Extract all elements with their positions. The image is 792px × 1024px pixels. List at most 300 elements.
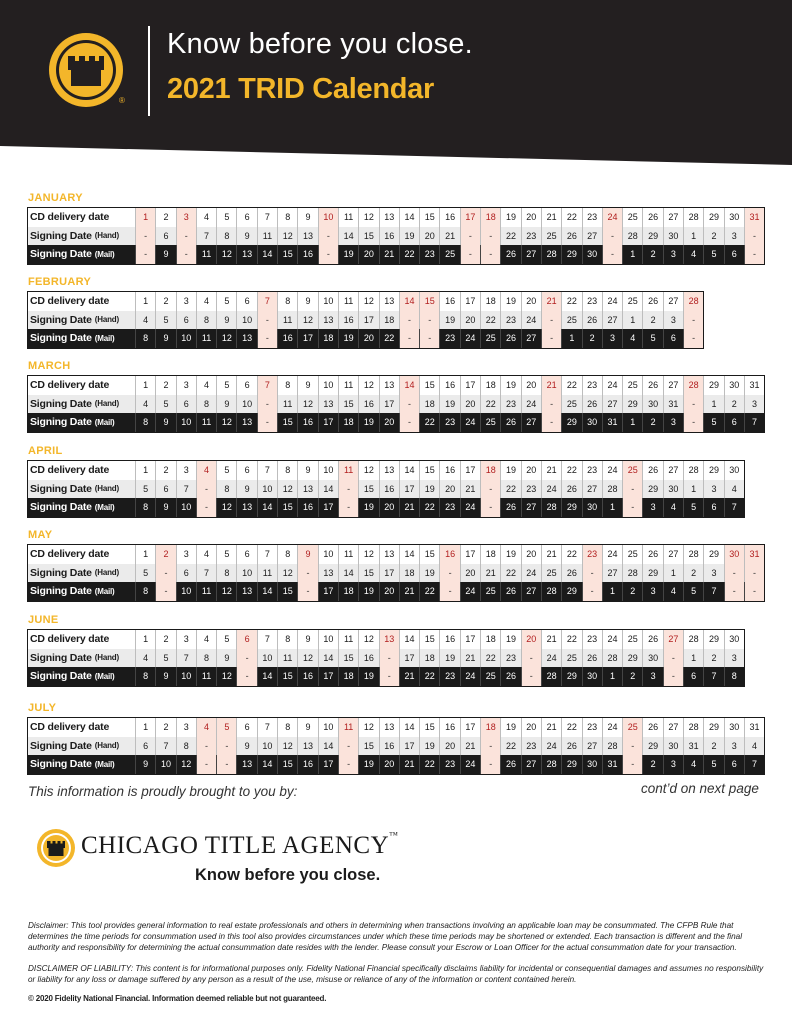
day-cell: 26 [561,480,581,499]
day-cell: 30 [642,649,662,668]
day-cell: - [135,227,155,246]
day-cell: 3 [663,413,683,432]
day-cell: 18 [480,376,500,395]
day-cell: 3 [703,480,723,499]
day-cell: 19 [419,737,439,756]
day-cell: 1 [135,461,155,480]
day-cell: 30 [724,461,744,480]
day-cell: 25 [480,582,500,601]
day-cell: 13 [318,395,338,414]
day-cell: 20 [521,376,541,395]
day-cell: - [297,582,317,601]
day-cell: 13 [236,245,256,264]
day-cell: 29 [642,564,662,583]
day-cell: 23 [582,461,602,480]
day-cell: 2 [155,545,175,564]
day-cell: 19 [338,329,358,348]
day-cell: 16 [439,630,459,649]
day-cell: 8 [216,480,236,499]
day-cell: 9 [155,667,175,686]
day-cell: 10 [236,564,256,583]
day-cell: 30 [582,667,602,686]
day-cell: 14 [399,630,419,649]
day-cell: 4 [135,395,155,414]
row-label-qualifier: (Hand) [94,741,119,751]
day-cell: 2 [622,582,642,601]
day-cell: 24 [521,564,541,583]
day-cell: 21 [541,292,561,311]
row-label-text: Signing Date [30,397,92,410]
day-cell: 4 [744,737,764,756]
day-cell: 27 [663,376,683,395]
day-cell: 3 [602,329,622,348]
day-cell: 25 [622,208,642,227]
day-cell: 6 [703,498,723,517]
day-cell: 25 [561,311,581,330]
day-cell: 14 [338,227,358,246]
day-cell: 7 [257,461,277,480]
day-cell: 18 [318,329,338,348]
row-label-text: Signing Date [30,501,92,514]
row-label [28,292,135,311]
day-cell: 18 [480,718,500,737]
row-label [28,564,135,583]
day-cell: 1 [561,329,581,348]
day-cell: 24 [460,667,480,686]
day-cell: 15 [277,413,297,432]
day-cell: 30 [582,413,602,432]
day-cell: 3 [724,227,744,246]
day-cell: 19 [439,395,459,414]
day-cell: 15 [358,564,378,583]
day-cell: 6 [236,718,256,737]
disclaimer-text: Disclaimer: This tool provides general information to real estate professionals and others in determining when transactions involving an applicable loan may be consummated. The CFPB Rule that determines the time periods for consummation used in this tool also provides circumstances under which these time periods may be shortened or extended. Each transaction is different and the final authority and responsibility for determining the actual consummation date resides with the lender. Please consult your Escrow or Loan Officer for the actual consummation date for your transaction. [28,921,743,952]
day-cell: 6 [176,564,196,583]
day-cell: 17 [399,737,419,756]
day-cell: 9 [216,649,236,668]
day-cell: 16 [338,311,358,330]
day-cell: 6 [724,755,744,774]
day-cell: - [663,667,683,686]
day-cell: 1 [135,292,155,311]
day-cell: - [480,498,500,517]
day-cell: 11 [196,245,216,264]
row-label-text: Signing Date [30,416,92,429]
day-cell: 7 [155,737,175,756]
day-cell: 14 [257,245,277,264]
day-cell: 17 [318,498,338,517]
day-cell: 6 [683,667,703,686]
day-cell: 20 [521,630,541,649]
day-cell: 18 [480,545,500,564]
day-cell: 14 [399,718,419,737]
day-cell: 3 [176,461,196,480]
day-cell: 6 [155,227,175,246]
row-label-text: CD delivery date [30,211,110,224]
day-cell: 6 [724,245,744,264]
day-cell: 2 [622,667,642,686]
day-cell: 19 [358,667,378,686]
day-cell: 15 [277,245,297,264]
day-cell: 23 [582,376,602,395]
day-cell: 8 [277,292,297,311]
day-cell: 2 [155,292,175,311]
day-cell: 22 [419,667,439,686]
day-cell: 26 [642,545,662,564]
row-label-qualifier: (Hand) [94,653,119,663]
day-cell: - [480,755,500,774]
day-cell: 15 [419,292,439,311]
day-cell: 3 [176,545,196,564]
day-cell: 28 [683,292,703,311]
day-cell: 28 [622,227,642,246]
day-cell: 19 [399,227,419,246]
row-label [28,545,135,564]
day-cell: - [602,245,622,264]
day-cell: 27 [582,480,602,499]
day-cell: - [318,227,338,246]
day-cell: 24 [460,413,480,432]
day-cell: 22 [561,630,581,649]
day-cell: 3 [724,737,744,756]
day-cell: 4 [135,311,155,330]
day-cell: 25 [480,329,500,348]
row-label-text: Signing Date [30,229,92,242]
day-cell: 15 [338,649,358,668]
day-cell: 7 [703,582,723,601]
day-cell: 14 [257,667,277,686]
day-cell: 19 [358,413,378,432]
day-cell: 19 [338,245,358,264]
day-cell: - [460,227,480,246]
day-cell: 28 [602,480,622,499]
day-cell: - [379,667,399,686]
day-cell: 4 [196,376,216,395]
day-cell: 14 [318,480,338,499]
day-cell: 8 [277,630,297,649]
day-cell: 20 [521,461,541,480]
day-cell: - [622,737,642,756]
day-cell: 3 [663,755,683,774]
day-cell: 5 [216,718,236,737]
day-cell: - [480,227,500,246]
row-label-qualifier: (Mail) [94,671,115,681]
day-cell: 17 [460,376,480,395]
day-cell: 27 [602,395,622,414]
row-label [28,413,135,432]
day-cell: - [257,413,277,432]
day-cell: 25 [622,718,642,737]
day-cell: 14 [399,208,419,227]
day-cell: 31 [602,413,622,432]
day-cell: 31 [744,376,764,395]
day-cell: - [683,395,703,414]
row-label [28,480,135,499]
day-cell: 10 [236,311,256,330]
day-cell: - [196,480,216,499]
day-cell: - [724,564,744,583]
day-cell: 19 [439,649,459,668]
day-cell: 26 [500,667,520,686]
day-cell: 29 [561,413,581,432]
day-cell: 1 [683,649,703,668]
day-cell: - [196,498,216,517]
row-label-qualifier: (Mail) [94,417,115,427]
day-cell: - [216,755,236,774]
day-cell: 2 [642,245,662,264]
day-cell: 11 [338,630,358,649]
day-cell: 14 [399,545,419,564]
day-cell: 8 [216,564,236,583]
day-cell: 22 [561,545,581,564]
day-cell: 17 [460,545,480,564]
day-cell: 20 [379,755,399,774]
day-cell: 26 [642,461,662,480]
day-cell: - [480,245,500,264]
day-cell: 5 [703,413,723,432]
day-cell: 11 [338,208,358,227]
day-cell: 8 [277,208,297,227]
day-cell: 12 [358,376,378,395]
day-cell: 13 [297,737,317,756]
day-cell: 24 [602,630,622,649]
day-cell: 6 [236,461,256,480]
day-cell: 11 [338,545,358,564]
day-cell: 1 [602,667,622,686]
day-cell: 22 [480,311,500,330]
day-cell: - [176,245,196,264]
day-cell: 16 [379,737,399,756]
row-label-qualifier: (Hand) [94,484,119,494]
row-label [28,461,135,480]
trademark-mark: ™ [389,830,399,840]
row-label-qualifier: (Mail) [94,333,115,343]
day-cell: 29 [642,227,662,246]
day-cell: 1 [683,227,703,246]
day-cell: 16 [358,649,378,668]
day-cell: 4 [724,480,744,499]
day-cell: 2 [155,718,175,737]
cd-row [28,376,764,395]
day-cell: 10 [318,376,338,395]
day-cell: 21 [541,630,561,649]
day-cell: 20 [521,545,541,564]
day-cell: 20 [358,329,378,348]
day-cell: 12 [297,649,317,668]
day-cell: 7 [176,649,196,668]
day-cell: 26 [642,630,662,649]
day-cell: 13 [379,461,399,480]
day-cell: 15 [419,630,439,649]
month-title: JANUARY [28,192,83,204]
day-cell: 1 [135,376,155,395]
day-cell: 23 [500,395,520,414]
day-cell: 12 [358,545,378,564]
day-cell: 29 [703,630,723,649]
day-cell: 28 [541,582,561,601]
day-cell: 24 [541,480,561,499]
day-cell: 18 [399,564,419,583]
day-cell: - [460,245,480,264]
day-cell: 16 [379,227,399,246]
day-cell: 6 [236,292,256,311]
day-cell: - [338,737,358,756]
day-cell: 15 [419,376,439,395]
day-cell: 17 [460,461,480,480]
day-cell: 11 [196,329,216,348]
day-cell: 12 [358,292,378,311]
day-cell: 12 [358,208,378,227]
day-cell: - [297,564,317,583]
day-cell: 12 [297,395,317,414]
day-cell: 23 [582,292,602,311]
row-label [28,376,135,395]
day-cell: 5 [683,582,703,601]
day-cell: - [419,329,439,348]
cd-row [28,208,764,227]
day-cell: 23 [500,311,520,330]
day-cell: 23 [439,498,459,517]
day-cell: 29 [622,649,642,668]
day-cell: 29 [561,498,581,517]
day-cell: 28 [683,208,703,227]
day-cell: 12 [216,582,236,601]
day-cell: 11 [338,376,358,395]
day-cell: 14 [338,564,358,583]
day-cell: 23 [439,755,459,774]
day-cell: 11 [338,461,358,480]
day-cell: 2 [582,329,602,348]
cd-row [28,461,744,480]
day-cell: 28 [683,718,703,737]
day-cell: 26 [561,227,581,246]
day-cell: 29 [622,395,642,414]
day-cell: - [663,649,683,668]
day-cell: 7 [257,630,277,649]
day-cell: 14 [399,292,419,311]
day-cell: 8 [216,227,236,246]
day-cell: 27 [521,329,541,348]
day-cell: 27 [602,311,622,330]
day-cell: 18 [338,582,358,601]
day-cell: 7 [744,413,764,432]
day-cell: 22 [399,245,419,264]
hand-row [28,227,764,246]
day-cell: 8 [135,413,155,432]
day-cell: 25 [622,292,642,311]
day-cell: 23 [582,718,602,737]
row-label-text: CD delivery date [30,295,110,308]
day-cell: 9 [236,227,256,246]
month-grid [27,460,745,518]
row-label-text: Signing Date [30,739,92,752]
day-cell: 5 [703,245,723,264]
day-cell: 6 [155,480,175,499]
day-cell: 29 [703,545,723,564]
day-cell: 7 [257,545,277,564]
day-cell: 24 [521,311,541,330]
day-cell: - [338,480,358,499]
day-cell: 3 [703,564,723,583]
day-cell: 19 [419,564,439,583]
day-cell: 2 [703,227,723,246]
day-cell: 28 [622,564,642,583]
day-cell: 31 [744,718,764,737]
day-cell: 30 [663,737,683,756]
day-cell: 11 [338,292,358,311]
registered-mark: ® [119,96,125,105]
day-cell: 8 [135,329,155,348]
day-cell: 15 [277,755,297,774]
day-cell: 10 [257,649,277,668]
day-cell: 22 [561,376,581,395]
day-cell: 19 [500,545,520,564]
day-cell: 20 [439,480,459,499]
day-cell: 25 [561,649,581,668]
copyright-text: © 2020 Fidelity National Financial. Information deemed reliable but not guaranteed. [28,994,327,1003]
day-cell: 19 [500,376,520,395]
day-cell: 26 [500,413,520,432]
row-label [28,311,135,330]
day-cell: 17 [358,311,378,330]
day-cell: 4 [663,582,683,601]
day-cell: 9 [155,329,175,348]
day-cell: - [541,311,561,330]
day-cell: - [196,755,216,774]
day-cell: - [318,245,338,264]
day-cell: 26 [561,737,581,756]
day-cell: - [338,755,358,774]
day-cell: 17 [460,630,480,649]
row-label-text: Signing Date [30,651,92,664]
day-cell: 18 [480,208,500,227]
day-cell: 18 [338,667,358,686]
day-cell: 12 [216,413,236,432]
day-cell: 21 [541,545,561,564]
day-cell: 9 [155,498,175,517]
day-cell: 2 [683,564,703,583]
day-cell: - [399,329,419,348]
day-cell: 25 [439,245,459,264]
row-label-text: Signing Date [30,566,92,579]
day-cell: 25 [622,630,642,649]
day-cell: 22 [500,227,520,246]
day-cell: - [379,649,399,668]
day-cell: 3 [724,649,744,668]
day-cell: 18 [419,395,439,414]
day-cell: - [257,395,277,414]
day-cell: 13 [297,227,317,246]
day-cell: - [622,498,642,517]
day-cell: 11 [257,564,277,583]
day-cell: 12 [358,461,378,480]
day-cell: 28 [541,498,561,517]
day-cell: 4 [196,545,216,564]
day-cell: 18 [480,292,500,311]
day-cell: 11 [338,718,358,737]
day-cell: 27 [663,461,683,480]
hand-row [28,311,703,330]
day-cell: 27 [663,718,683,737]
day-cell: 1 [135,718,155,737]
day-cell: 6 [135,737,155,756]
row-label [28,582,135,601]
day-cell: 3 [176,376,196,395]
cd-row [28,545,764,564]
row-label [28,667,135,686]
day-cell: 29 [561,667,581,686]
day-cell: 7 [257,208,277,227]
